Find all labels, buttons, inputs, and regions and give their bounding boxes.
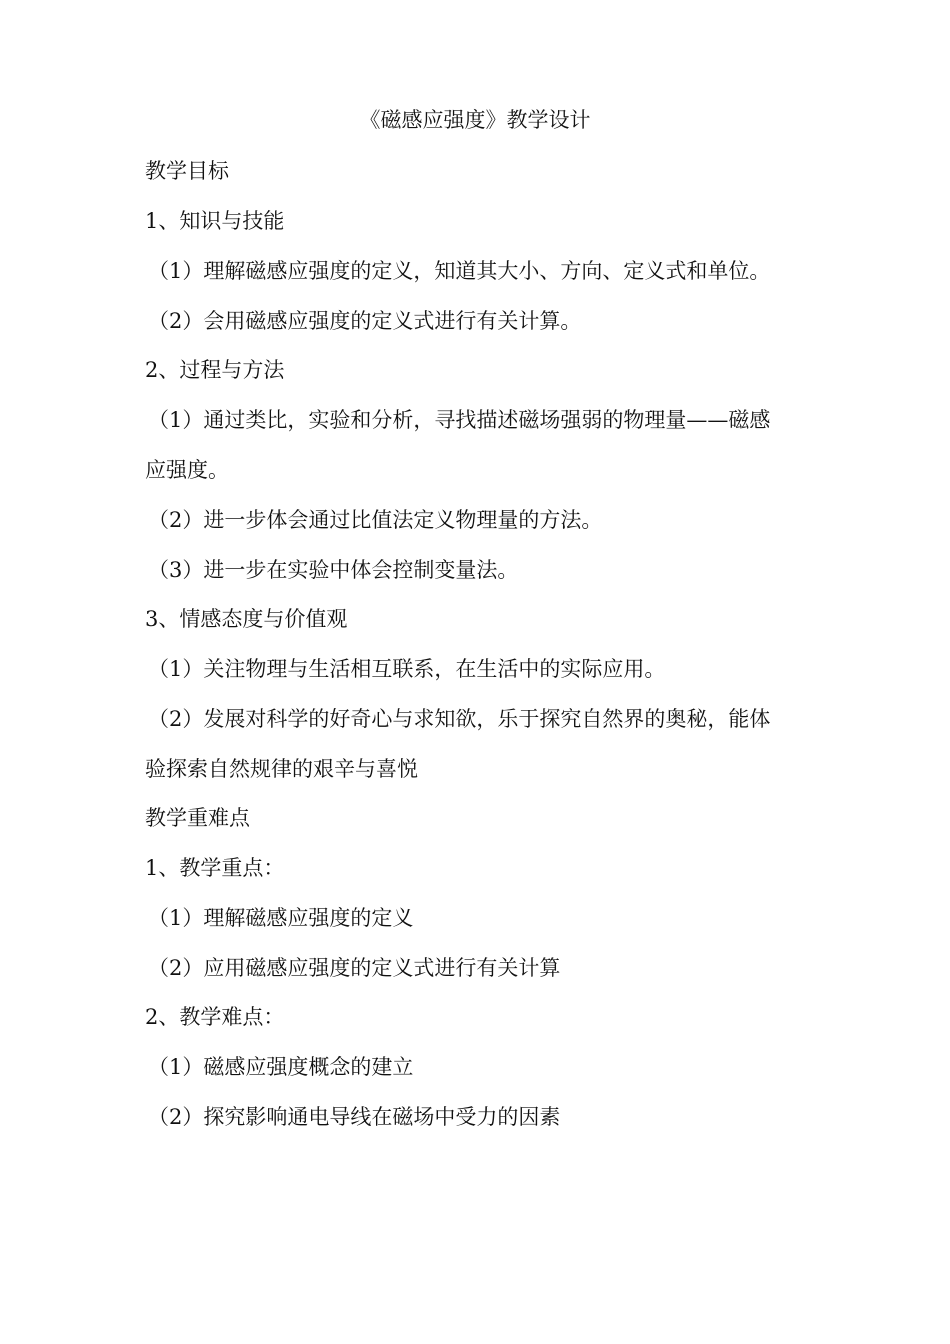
focus-item-1: （1）理解磁感应强度的定义 (148, 906, 414, 930)
subsection-heading-focus: 1、教学重点： (145, 856, 285, 880)
knowledge-item-1: （1）理解磁感应强度的定义，知道其大小、方向、定义式和单位。 (148, 259, 771, 283)
process-item-2: （2）进一步体会通过比值法定义物理量的方法。 (148, 508, 603, 532)
process-item-1: （1）通过类比，实验和分析，寻找描述磁场强弱的物理量——磁感 (148, 408, 771, 432)
subsection-heading-process: 2、过程与方法 (145, 358, 285, 382)
subsection-heading-attitude: 3、情感态度与价值观 (145, 607, 348, 631)
document-title: 《磁感应强度》教学设计 (359, 108, 591, 132)
section-heading-objectives: 教学目标 (145, 159, 229, 183)
focus-item-2: （2）应用磁感应强度的定义式进行有关计算 (148, 956, 561, 980)
process-item-3: （3）进一步在实验中体会控制变量法。 (148, 558, 519, 582)
subsection-heading-knowledge: 1、知识与技能 (145, 209, 285, 233)
difficulty-item-1: （1）磁感应强度概念的建立 (148, 1055, 414, 1079)
attitude-item-2-continued: 验探索自然规律的艰辛与喜悦 (145, 757, 418, 781)
attitude-item-2: （2）发展对科学的好奇心与求知欲，乐于探究自然界的奥秘，能体 (148, 707, 771, 731)
attitude-item-1: （1）关注物理与生活相互联系，在生活中的实际应用。 (148, 657, 666, 681)
process-item-1-continued: 应强度。 (145, 458, 229, 482)
knowledge-item-2: （2）会用磁感应强度的定义式进行有关计算。 (148, 309, 582, 333)
difficulty-item-2: （2）探究影响通电导线在磁场中受力的因素 (148, 1105, 561, 1129)
section-heading-key-points: 教学重难点 (145, 806, 250, 830)
subsection-heading-difficulty: 2、教学难点： (145, 1005, 285, 1029)
